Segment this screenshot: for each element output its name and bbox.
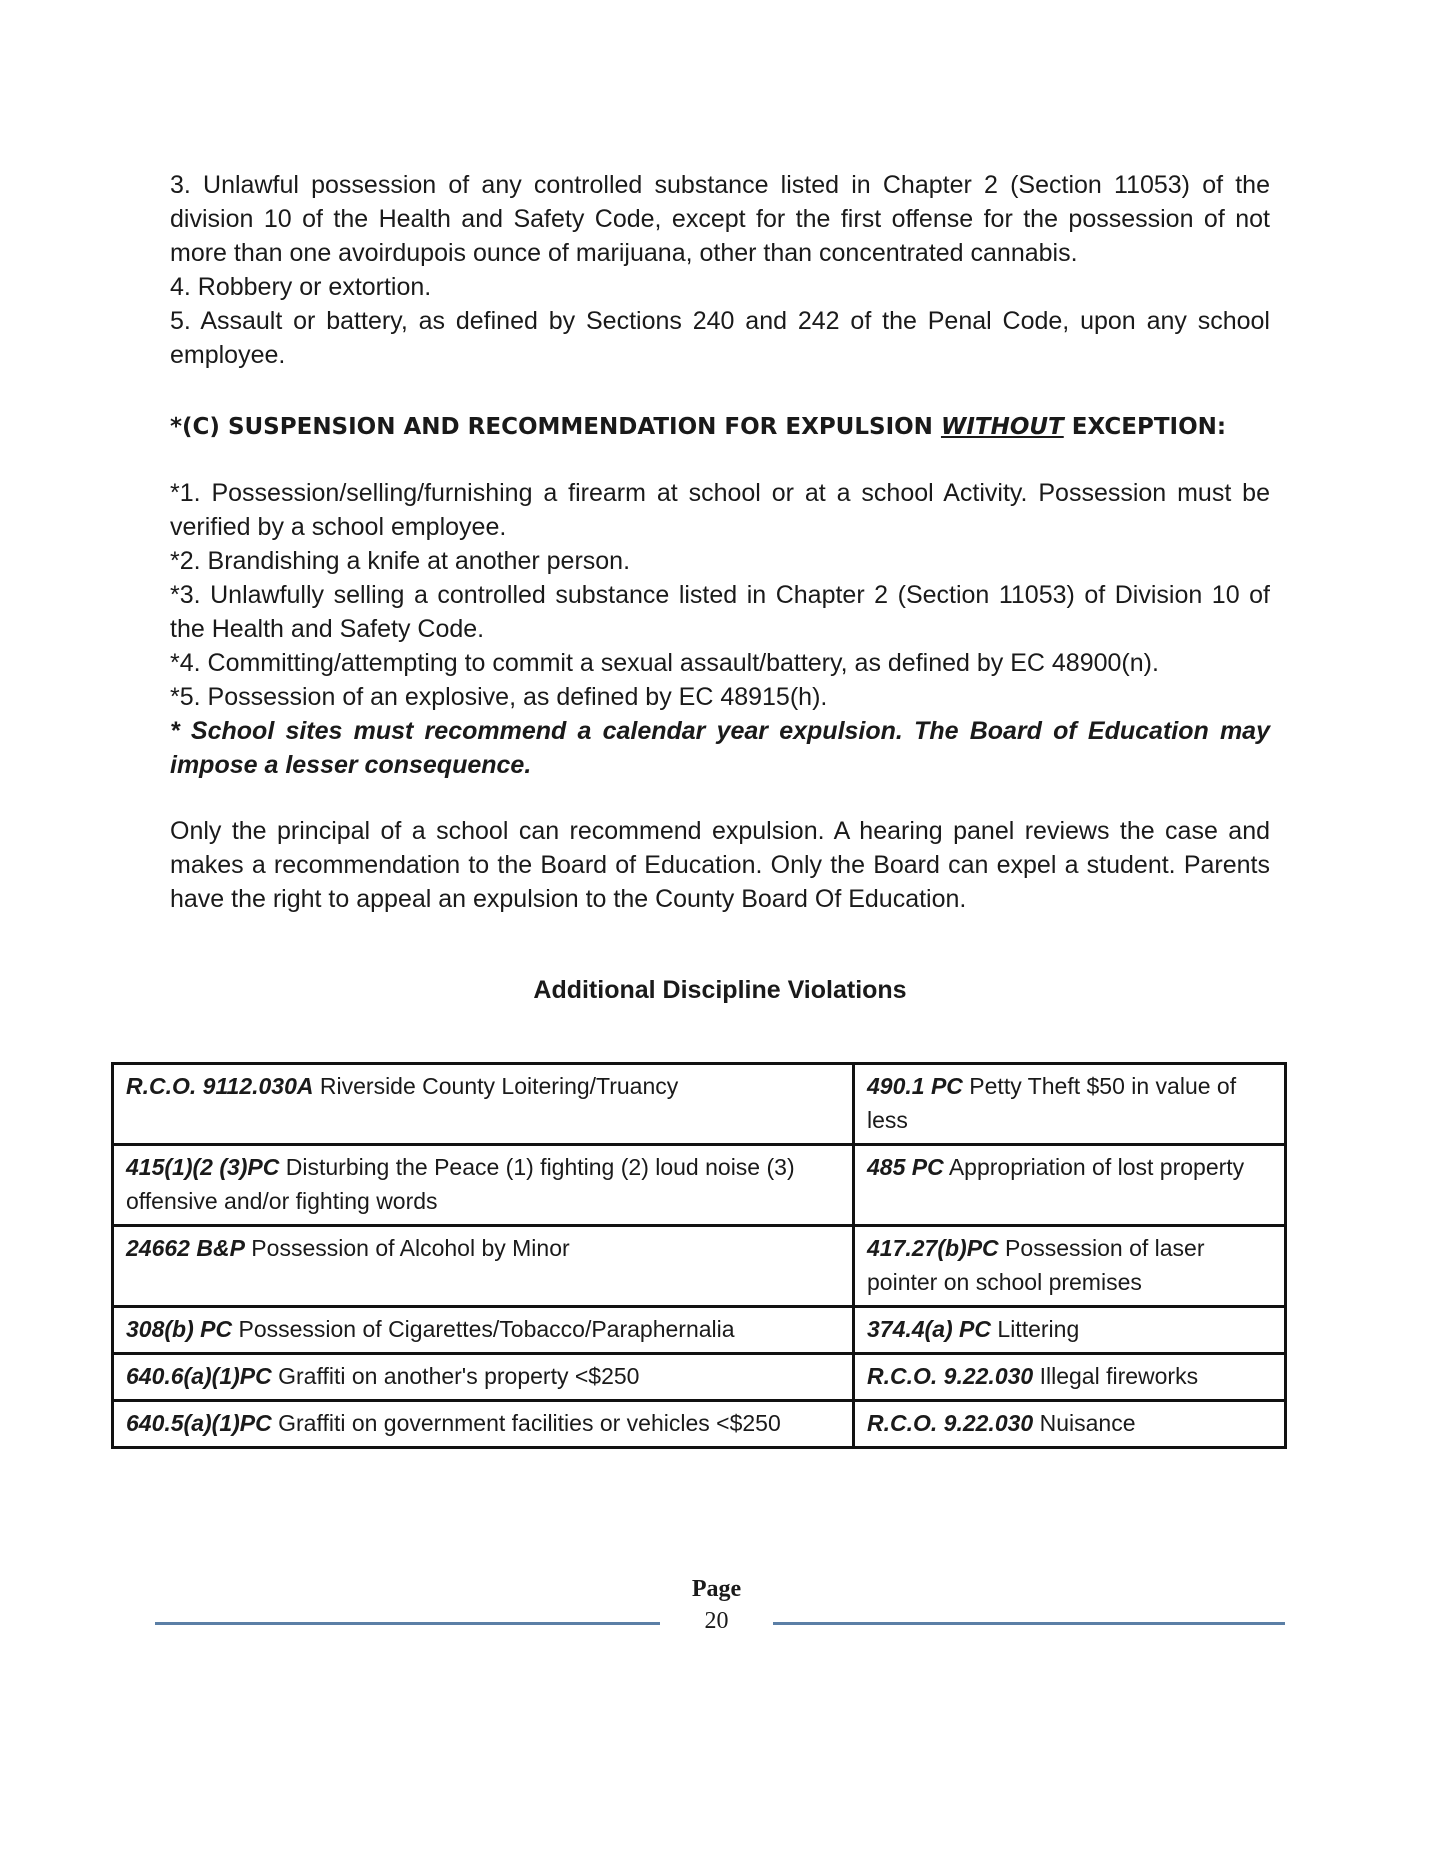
violation-code: 308(b) PC xyxy=(126,1316,233,1342)
heading-emphasis: WITHOUT xyxy=(940,414,1064,440)
table-row xyxy=(113,1145,1286,1226)
table-row xyxy=(113,1401,1286,1448)
list-item: *2. Brandishing a knife at another person. xyxy=(170,547,631,575)
violation-text: Disturbing the Peace (1) fighting (2) loud noise (3) offensive and/or fighting words xyxy=(126,1154,795,1214)
violation-code: R.C.O. 9.22.030 xyxy=(867,1363,1034,1389)
heading-prefix: *(C) SUSPENSION AND RECOMMENDATION FOR EXPULSION xyxy=(170,414,941,440)
table-cell xyxy=(113,1226,854,1307)
list-item: *5. Possession of an explosive, as defined by EC 48915(h). xyxy=(170,683,828,711)
section-c-note: * School sites must recommend a calendar year expulsion. The Board of Education may impose a lesser consequence. xyxy=(170,717,1270,779)
violation-text: Possession of Cigarettes/Tobacco/Paraphernalia xyxy=(232,1316,735,1342)
table-cell xyxy=(113,1401,854,1448)
table-cell xyxy=(854,1401,1286,1448)
violation-code: 485 PC xyxy=(867,1154,944,1180)
violation-text: Possession of Alcohol by Minor xyxy=(244,1235,570,1261)
violation-text: Graffiti on another's property <$250 xyxy=(271,1363,640,1389)
table-title: Additional Discipline Violations xyxy=(533,976,907,1004)
list-item: 5. Assault or battery, as defined by Sections 240 and 242 of the Penal Code, upon any school employee. xyxy=(170,307,1270,369)
footer-rule-left xyxy=(155,1622,660,1625)
list-item: *3. Unlawfully selling a controlled substance listed in Chapter 2 (Section 11053) of Division 10 of the Health and Safety Code. xyxy=(170,581,1270,643)
expulsion-paragraph: Only the principal of a school can recommend expulsion. A hearing panel reviews the case and makes a recommendation to the Board of Education. Only the Board can expel a student. Parents have the right to appeal an expulsion to the County Board Of Education. xyxy=(170,817,1270,913)
violation-text: Illegal fireworks xyxy=(1033,1363,1199,1389)
violation-code: 490.1 PC xyxy=(867,1073,963,1099)
page-label: Page xyxy=(691,1576,742,1602)
heading-suffix: EXCEPTION: xyxy=(1063,414,1227,440)
page-number: 20 xyxy=(704,1608,729,1634)
violation-code: 24662 B&P xyxy=(126,1235,245,1261)
violation-code: 415(1)(2 (3)PC xyxy=(126,1154,280,1180)
violation-text: Riverside County Loitering/Truancy xyxy=(313,1073,679,1099)
list-item: 4. Robbery or extortion. xyxy=(170,273,432,301)
violation-code: R.C.O. 9112.030A xyxy=(126,1073,314,1099)
spacer xyxy=(170,782,1270,814)
violation-text: Littering xyxy=(991,1316,1080,1342)
table-row xyxy=(113,1226,1286,1307)
violation-text: Graffiti on government facilities or vehicles <$250 xyxy=(271,1410,781,1436)
violation-text: Petty Theft $50 in value of less xyxy=(867,1073,1237,1133)
list-item: *4. Committing/attempting to commit a sexual assault/battery, as defined by EC 48900(n). xyxy=(170,649,1159,677)
table-cell xyxy=(854,1145,1286,1226)
table-cell xyxy=(113,1307,854,1354)
table-row xyxy=(113,1354,1286,1401)
table-row xyxy=(113,1307,1286,1354)
violation-code: 374.4(a) PC xyxy=(867,1316,992,1342)
violation-code: 417.27(b)PC xyxy=(867,1235,999,1261)
table-cell xyxy=(854,1226,1286,1307)
body-content xyxy=(170,168,1270,916)
table-cell xyxy=(854,1307,1286,1354)
table-cell xyxy=(854,1064,1286,1145)
table-cell xyxy=(113,1064,854,1145)
table-row xyxy=(113,1064,1286,1145)
footer-rule-right xyxy=(773,1622,1285,1625)
violations-table xyxy=(111,1062,1287,1449)
list-item: *1. Possession/selling/furnishing a firearm at school or at a school Activity. Possession must be verified by a school employee. xyxy=(170,479,1270,541)
table-cell xyxy=(113,1354,854,1401)
section-c-heading xyxy=(170,410,1270,444)
table-cell xyxy=(854,1354,1286,1401)
violation-text: Possession of laser pointer on school premises xyxy=(867,1235,1205,1295)
violation-text: Nuisance xyxy=(1033,1410,1136,1436)
spacer xyxy=(170,444,1270,476)
table-cell xyxy=(113,1145,854,1226)
violation-code: R.C.O. 9.22.030 xyxy=(867,1410,1034,1436)
page-footer xyxy=(0,1570,1440,1670)
list-item: 3. Unlawful possession of any controlled substance listed in Chapter 2 (Section 11053) of the division 10 of the Health and Safety Code, except for the first offense for the possession of not more than one avoirdupois ounce of marijuana, other than concentrated cannabis. xyxy=(170,171,1270,267)
violation-code: 640.5(a)(1)PC xyxy=(126,1410,272,1436)
violation-text: Appropriation of lost property xyxy=(943,1154,1245,1180)
spacer xyxy=(170,372,1270,410)
violation-code: 640.6(a)(1)PC xyxy=(126,1363,272,1389)
